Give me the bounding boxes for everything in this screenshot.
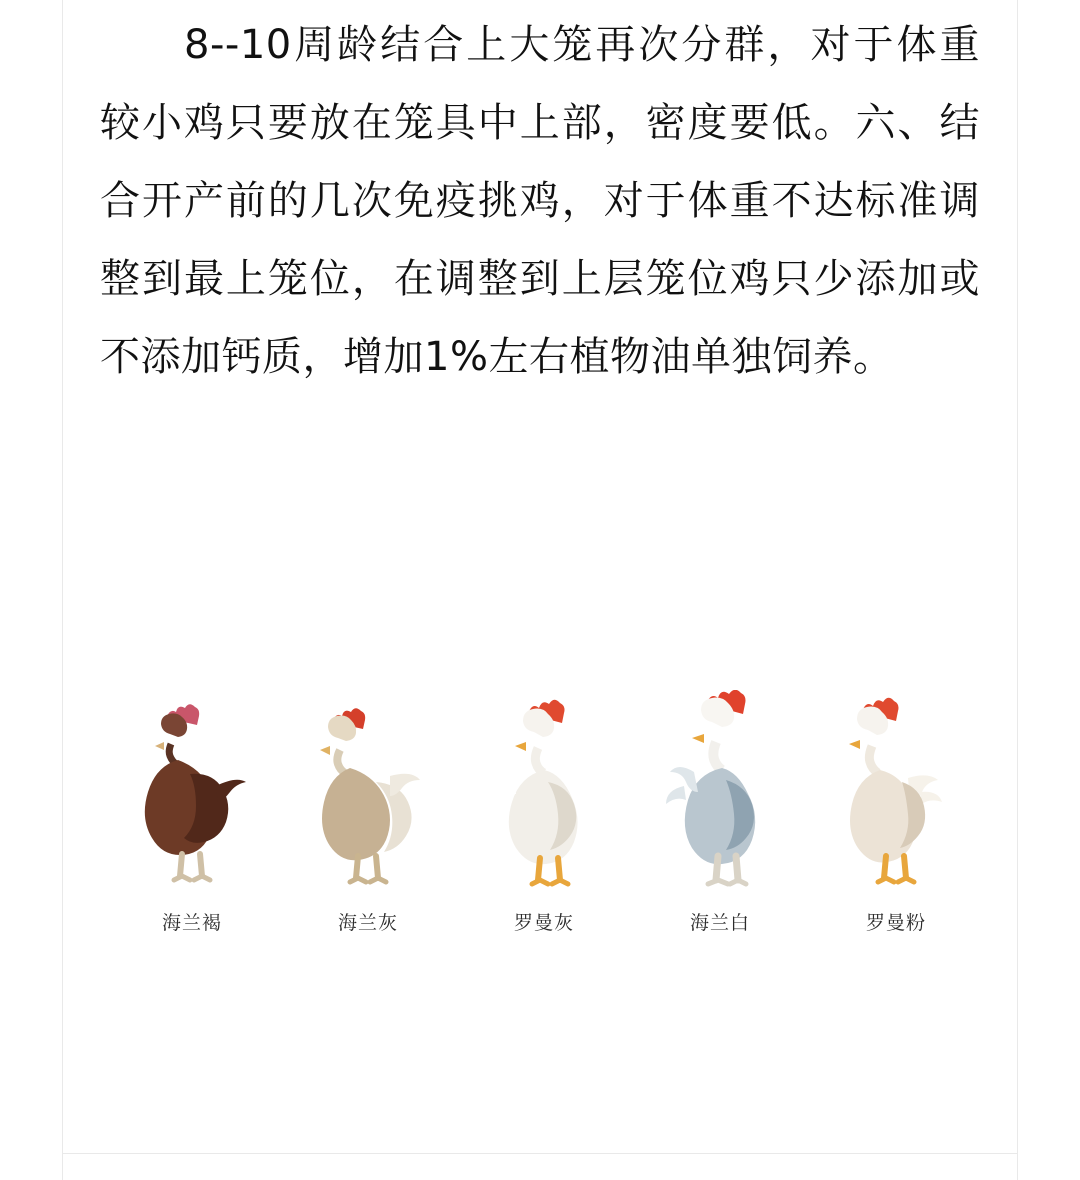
- chicken-icon: [456, 690, 632, 905]
- breed-gallery: [104, 690, 984, 935]
- breed-item: [104, 690, 280, 935]
- chicken-icon: [808, 690, 984, 905]
- chicken-icon: [280, 690, 456, 905]
- breed-label: 罗曼粉: [865, 912, 926, 934]
- breed-label: 海兰褐: [161, 912, 222, 934]
- chicken-icon: [104, 690, 280, 905]
- article-text-block: [100, 6, 980, 396]
- page-margin-right-rule: [1017, 0, 1018, 1180]
- breed-item: [808, 690, 984, 935]
- page-margin-left-rule: [62, 0, 63, 1180]
- breed-item: [280, 690, 456, 935]
- breed-item: [456, 690, 632, 935]
- body-paragraph: 8--10周龄结合上大笼再次分群，对于体重较小鸡只要放在笼具中上部，密度要低。六、结合开产前的几次免疫挑鸡，对于体重不达标准调整到最上笼位，在调整到上层笼位鸡只少添加或不添加钙质，增加1%左右植物油单独饲养。: [100, 22, 980, 380]
- breed-label: 海兰白: [689, 912, 750, 934]
- page-margin-bottom-rule: [62, 1153, 1018, 1154]
- breed-label: 海兰灰: [337, 912, 398, 934]
- chicken-icon: [632, 690, 808, 905]
- breed-label: 罗曼灰: [513, 912, 574, 934]
- breed-item: [632, 690, 808, 935]
